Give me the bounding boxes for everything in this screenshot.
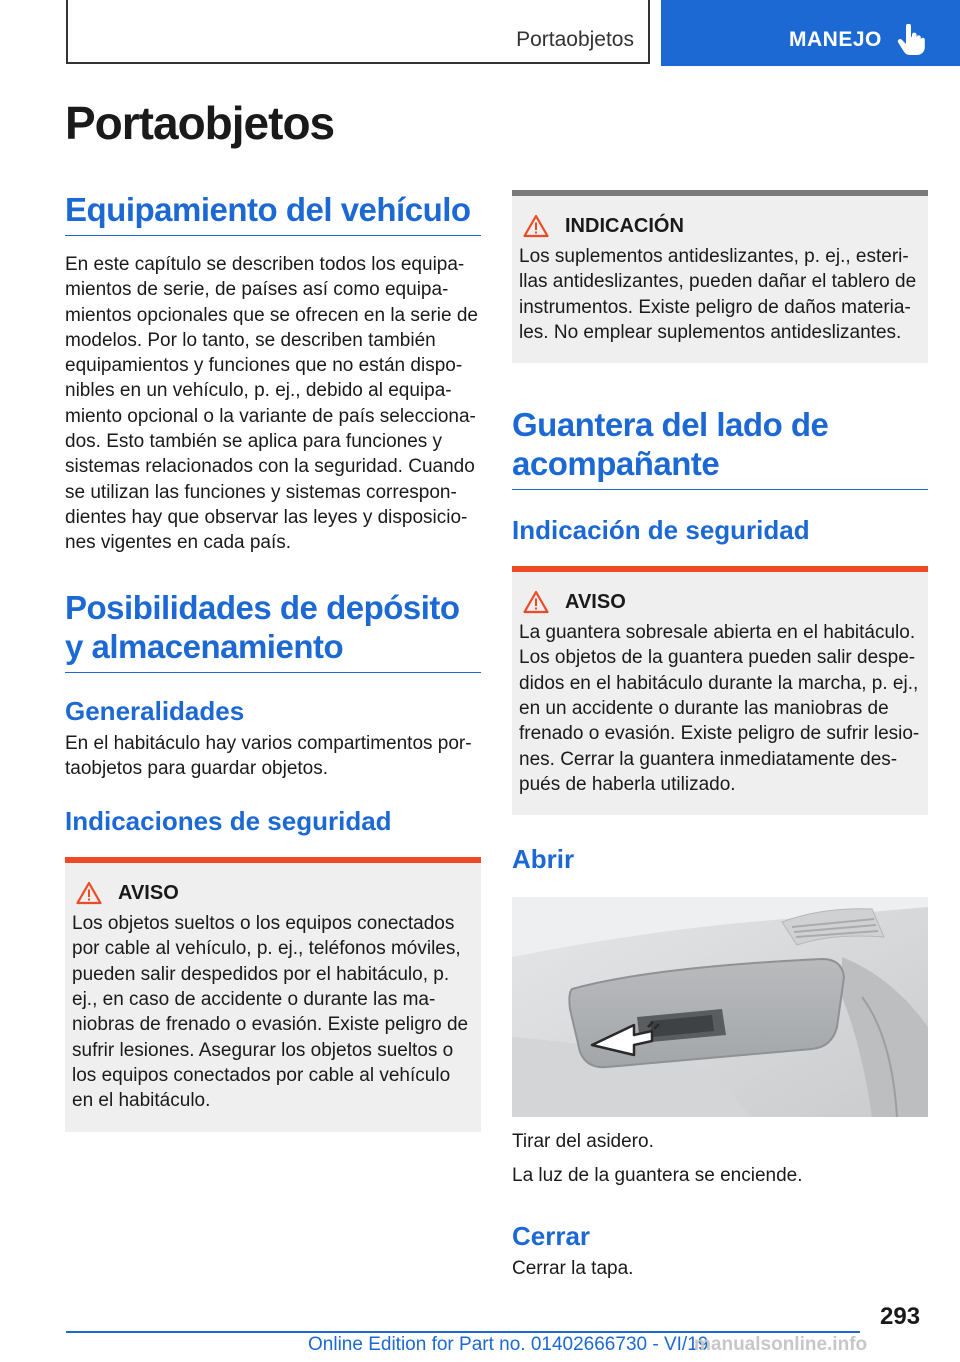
header-section-title: Portaobjetos: [516, 28, 634, 51]
hand-pointer-icon: [897, 24, 925, 56]
header-section-box: [66, 0, 650, 64]
heading-safety-notes: Indicaciones de seguridad: [65, 806, 392, 837]
warning-box-loose-objects: [65, 857, 481, 1131]
warning-title-row: [72, 879, 474, 907]
footer-watermark: manualsonline.info: [694, 1334, 868, 1355]
heading-close: Cerrar: [512, 1220, 591, 1251]
glovebox-photo: [512, 897, 928, 1117]
open-step-1: Tirar del asidero.: [512, 1131, 654, 1153]
right-column: [512, 190, 928, 1281]
close-text: Cerrar la tapa.: [512, 1257, 634, 1279]
glovebox-warning-title-row: [519, 588, 921, 616]
left-column: [65, 190, 481, 1132]
chapter-tab-label: MANEJO: [789, 28, 882, 51]
warning-triangle-icon: [523, 590, 549, 614]
open-step-2: La luz de la guantera se enciende.: [512, 1164, 803, 1186]
chapter-tab[interactable]: [661, 0, 960, 66]
heading-glovebox-safety: Indicación de seguridad: [512, 515, 810, 546]
heading-glovebox: Guantera del lado de acompañante: [512, 405, 928, 490]
glovebox-illustration: [512, 897, 928, 1117]
footer-divider: [66, 1331, 860, 1333]
general-paragraph: En el habitáculo hay varios compartimentos por-taobjetos para guardar objetos.: [65, 732, 472, 779]
glovebox-warning-title: AVISO: [565, 591, 626, 614]
notice-triangle-icon: [523, 214, 549, 238]
page-number: 293: [880, 1303, 921, 1330]
footer-edition: Online Edition for Part no. 01402666730 - VI/19: [308, 1334, 709, 1355]
heading-general: Generalidades: [65, 695, 245, 726]
warning-title: AVISO: [118, 882, 179, 905]
heading-storage-options: Posibilidades de depósito y almacenamiento: [65, 588, 481, 673]
warning-triangle-icon: [76, 881, 102, 905]
equipment-paragraph: En este capítulo se describen todos los equipa-mientos de serie, de países así como equipa-mientos opcionales que se ofrecen en la serie de modelos. Por lo tanto, se describen también equipamientos y funciones que no están dispo-nibles en un vehículo, p. ej., debido al equipa-miento opcional o la variante de país selecciona-dos. Esto también se aplica para funciones y sistemas relacionados con la seguridad. Cuando se utilizan las funciones y sistemas correspon-dientes hay que observar las leyes y disposicio-nes vigentes en cada país.: [65, 254, 478, 554]
notice-title-row: [519, 212, 921, 240]
heading-vehicle-equipment: Equipamiento del vehículo: [65, 190, 481, 236]
notice-text: Los suplementos antideslizantes, p. ej., esteri-llas antideslizantes, pueden dañar el tablero de instrumentos. Existe peligro de daños materia-les. No emplear suplementos antideslizantes.: [519, 246, 917, 343]
warning-text: Los objetos sueltos o los equipos conectados por cable al vehículo, p. ej., teléfonos móviles, pueden salir despedidos por el habitáculo, p. ej., en caso de accidente o durante las ma-niobras de frenado o evasión. Existe peligro de sufrir lesiones. Asegurar los objetos sueltos o los equipos conectados por cable al vehículo en el habitáculo.: [72, 913, 469, 1112]
heading-open: Abrir: [512, 844, 575, 875]
page-title: Portaobjetos: [65, 97, 335, 149]
notice-box-antislip: [512, 190, 928, 363]
notice-title: INDICACIÓN: [565, 215, 684, 237]
glovebox-warning-text: La guantera sobresale abierta en el habitáculo. Los objetos de la guantera pueden salir despe-didos en el habitáculo durante la marcha, p. ej., en un accidente o durante las maniobras de frenado o evasión. Existe peligro de sufrir lesio-nes. Cerrar la guantera inmediatamente des-pués de haberla utilizado.: [519, 622, 920, 795]
warning-box-glovebox: [512, 566, 928, 815]
